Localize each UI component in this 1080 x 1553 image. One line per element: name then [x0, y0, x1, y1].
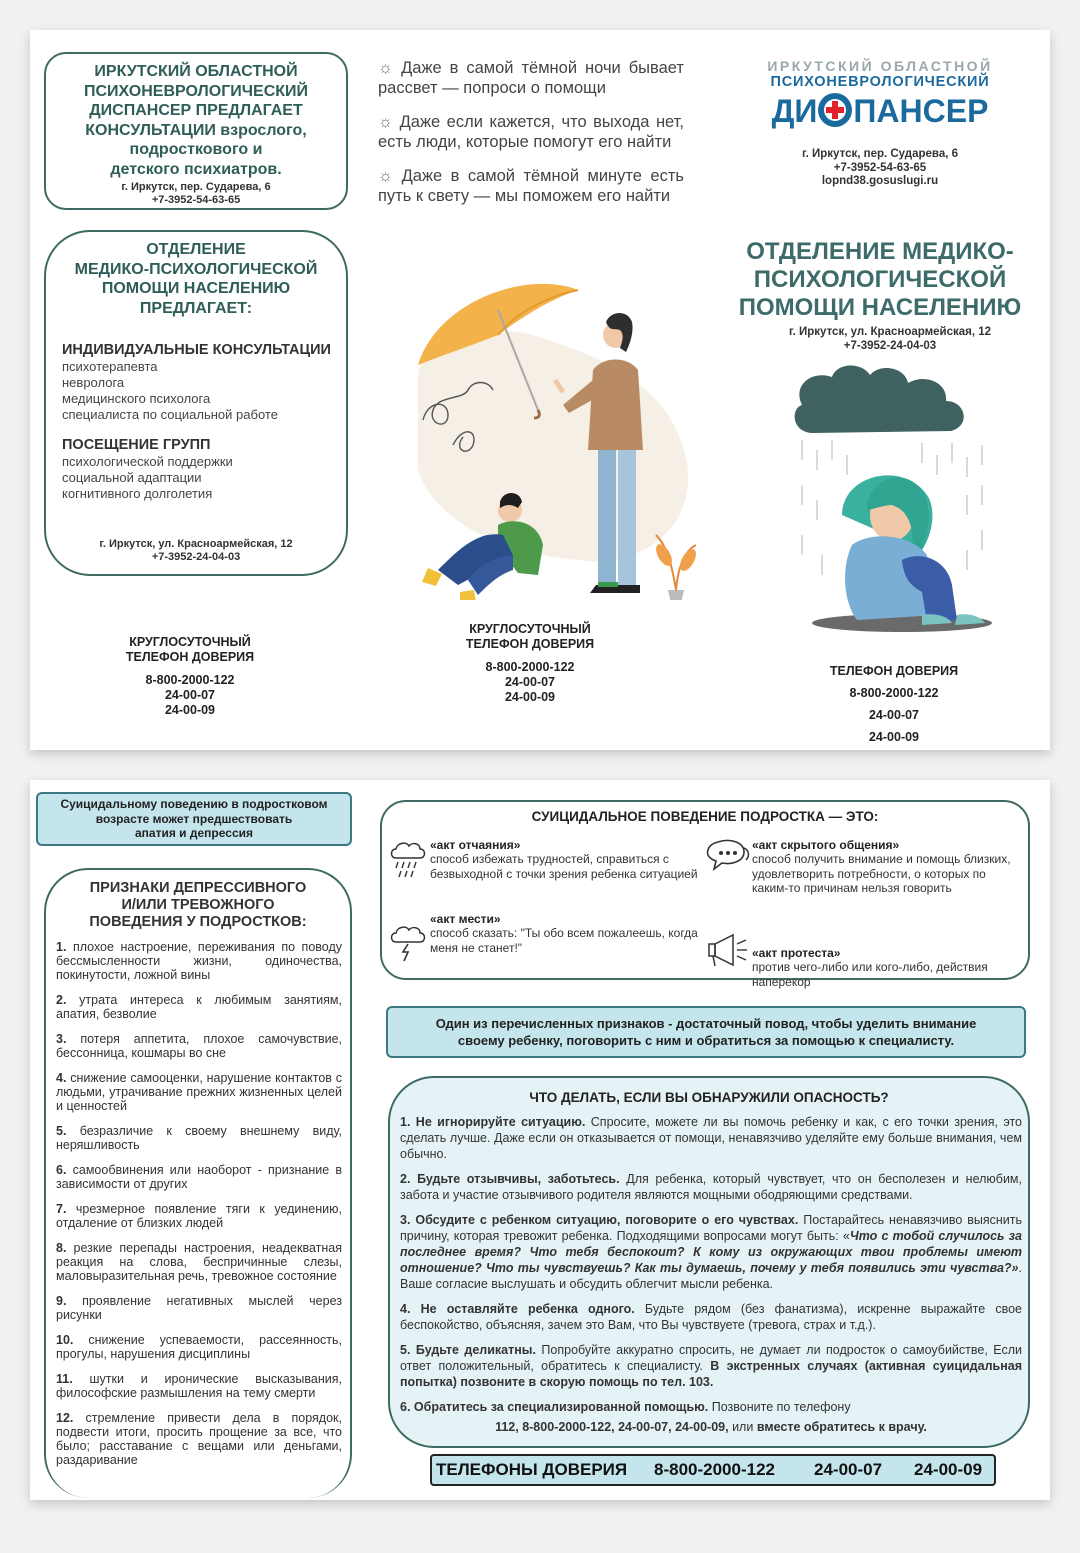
- consultation-specialists-list: психотерапевта невролога медицинского психолога специалиста по социальной работе: [62, 359, 278, 422]
- individual-consultations-heading: ИНДИВИДУАЛЬНЫЕ КОНСУЛЬТАЦИИ: [62, 342, 331, 358]
- warning-box: Один из перечисленных признаков - достаточный повод, чтобы уделить внимание своему ребенку, поговорить с ним и обратиться за помощью к специалисту.: [386, 1006, 1026, 1058]
- megaphone-icon: [706, 932, 750, 970]
- right-hotline: ТЕЛЕФОН ДОВЕРИЯ 8-800-2000-122 24-00-07 24-00-09: [829, 664, 959, 744]
- groups-list: психологической поддержки социальной адаптации когнитивного долголетия: [62, 454, 233, 501]
- quotes-column: [378, 58, 684, 206]
- behavior-title: СУИЦИДАЛЬНОЕ ПОВЕДЕНИЕ ПОДРОСТКА — ЭТО:: [531, 809, 879, 824]
- depression-note-box: Суицидальному поведению в подростковом возрасте может предшествовать апатия и депрессия: [36, 792, 352, 846]
- middle-hotline: КРУГЛОСУТОЧНЫЙ ТЕЛЕФОН ДОВЕРИЯ 8-800-2000-122 24-00-07 24-00-09: [465, 622, 595, 704]
- sign-item: 11. шутки и иронические высказывания, философские размышления на тему смерти: [56, 1372, 342, 1400]
- sign-item: 7. чрезмерное появление тяги к уединению, отдаление от близких людей: [56, 1202, 342, 1230]
- quote-item: ☼ Даже если кажется, что выхода нет, есть люди, которые помогут его найти: [378, 113, 684, 151]
- sign-item: 12. стремление привести дела в порядок, подвести итоги, просить прощение за все, что было; расставание с вещами или деньгами, раздаривание: [56, 1411, 342, 1467]
- todo-step: 1. Не игнорируйте ситуацию. Спросите, можете ли вы помочь ребенку и как, с его точки зрения, это сделать лучше. Даже если он отказывается от помощи, ненавязчиво уделяйте ему больше внимания, чем обычно.: [400, 1115, 1023, 1161]
- sad-girl-rain-illustration: [782, 365, 1012, 640]
- quote-item: ☼ Даже в самой тёмной ночи бывает рассвет — попроси о помощи: [378, 59, 684, 97]
- department-services-box: [44, 230, 348, 576]
- sign-item: 5. безразличие к своему внешнему виду, неряшливость: [56, 1124, 342, 1152]
- sign-item: 8. резкие перепады настроения, неадекватная реакция на слова, беспричинные слезы, маловыразительная речь, тревожное состояние: [56, 1241, 342, 1283]
- hotlines-label: ТЕЛЕФОНЫ ДОВЕРИЯ: [436, 1460, 628, 1479]
- sign-item: 4. снижение самооценки, нарушение контактов с людьми, утрачивание прежних жизненных целей и ценностей: [56, 1071, 342, 1113]
- sign-item: 2. утрата интереса к любимым занятиям, апатия, безволие: [56, 993, 342, 1021]
- dispensary-info-box: [44, 52, 348, 210]
- website-link[interactable]: lopnd38.gosuslugi.ru: [821, 175, 939, 187]
- department-offer-title: ОТДЕЛЕНИЕ МЕДИКО-ПСИХОЛОГИЧЕСКОЙ ПОМОЩИ НАСЕЛЕНИЮ ПРЕДЛАГАЕТ:: [74, 241, 318, 317]
- department-title: ОТДЕЛЕНИЕ МЕДИКО- ПСИХОЛОГИЧЕСКОЙ ПОМОЩИ НАСЕЛЕНИЮ: [738, 238, 1022, 321]
- logo-address: г. Иркутск, пер. Сударева, 6: [801, 148, 959, 160]
- dispensary-phone: +7-3952-54-63-65: [151, 194, 241, 206]
- brochure-outside: [30, 30, 1050, 750]
- hotlines-bar: [430, 1454, 996, 1486]
- dept-address: г. Иркутск, ул. Красноармейская, 12: [788, 326, 992, 338]
- act-hidden-title: «акт скрытого общения»: [752, 838, 900, 852]
- department-phone: +7-3952-24-04-03: [151, 551, 241, 563]
- dispensary-logo: ИРКУТСКИЙ ОБЛАСТНОЙ ПСИХОНЕВРОЛОГИЧЕСКИЙ ДИ ПАНСЕР: [767, 58, 993, 129]
- todo-step: 2. Будьте отзывчивы, заботьтесь. Для ребенка, который чувствует, что он бесполезен и нелюбим, забота и участие отзывчивого родителя являются мощными ободряющими средствами.: [400, 1172, 1022, 1202]
- dept-phone: +7-3952-24-04-03: [843, 339, 937, 352]
- act-revenge-title: «акт мести»: [430, 912, 501, 926]
- red-cross-icon: [818, 93, 852, 127]
- signs-list: [56, 940, 342, 1478]
- sign-item: 9. проявление негативных мыслей через рисунки: [56, 1294, 342, 1322]
- groups-heading: ПОСЕЩЕНИЕ ГРУПП: [62, 437, 211, 453]
- act-revenge-text: способ сказать: "Ты обо всем пожалеешь, когда меня не станет!": [430, 926, 698, 955]
- sun-icon: ☼: [378, 113, 394, 131]
- sign-item: 10. снижение успеваемости, рассеянность, прогулы, нарушения дисциплины: [56, 1333, 342, 1361]
- sign-item: 6. самообвинения или наоборот - признание в зависимости от других: [56, 1163, 342, 1191]
- suicidal-behavior-box: [380, 800, 1030, 989]
- quote-item: ☼ Даже в самой тёмной минуте есть путь к свету — мы поможем его найти: [378, 167, 684, 205]
- sun-icon: ☼: [378, 167, 394, 185]
- dispensary-address: г. Иркутск, пер. Сударева, 6: [121, 181, 271, 193]
- signs-box: [44, 868, 352, 1498]
- act-despair-text: способ избежать трудностей, справиться с безвыходной с точки зрения ребенка ситуацией: [430, 852, 698, 881]
- sun-icon: ☼: [378, 59, 394, 77]
- sign-item: 3. потеря аппетита, плохое самочувствие, бессонница, кошмары во сне: [56, 1032, 342, 1060]
- what-to-do-title: ЧТО ДЕЛАТЬ, ЕСЛИ ВЫ ОБНАРУЖИЛИ ОПАСНОСТЬ?: [529, 1090, 889, 1105]
- act-despair-title: «акт отчаяния»: [430, 838, 521, 852]
- act-hidden-text: способ получить внимание и помощь близких, удовлетворить потребности, о которых по каким-то причинам нельзя говорить: [752, 852, 1011, 895]
- todo-step: 6. Обратитесь за специализированной помощью. Позвоните по телефону: [400, 1400, 851, 1414]
- dispensary-offer-title: ИРКУТСКИЙ ОБЛАСТНОЙ ПСИХОНЕВРОЛОГИЧЕСКИЙ ДИСПАНСЕР ПРЕДЛАГАЕТ КОНСУЛЬТАЦИИ взрослого, подросткового и детского психиатров.: [83, 63, 309, 178]
- sign-item: 1. плохое настроение, переживания по поводу бессмысленности жизни, одиночества, покинутости, ложной вины: [56, 940, 343, 982]
- department-address: г. Иркутск, ул. Красноармейская, 12: [99, 538, 293, 550]
- brochure-inside: [30, 780, 1050, 1500]
- storm-cloud-icon: [388, 922, 428, 962]
- logo-phone: +7-3952-54-63-65: [833, 161, 927, 174]
- speech-bubble-icon: [704, 838, 750, 872]
- todo-phones: 112, 8-800-2000-122, 24-00-07, 24-00-09, или вместе обратитесь к врачу.: [495, 1420, 927, 1434]
- act-protest-title: «акт протеста»: [752, 946, 841, 960]
- rain-cloud-icon: [388, 838, 428, 882]
- hotline-number-2: 24-00-07: [814, 1460, 883, 1479]
- act-protest-text: против чего-либо или кого-либо, действия наперекор: [752, 960, 988, 989]
- what-to-do-box: [388, 1076, 1030, 1448]
- left-hotline: КРУГЛОСУТОЧНЫЙ ТЕЛЕФОН ДОВЕРИЯ 8-800-2000-122 24-00-07 24-00-09: [125, 635, 255, 717]
- hotline-number-3: 24-00-09: [914, 1460, 983, 1479]
- todo-step: 3. Обсудите с ребенком ситуацию, поговорите о его чувствах. Постарайтесь ненавязчиво выяснить причину, которая тревожит ребенка. Подходящими вопросами могут быть: «Что с тобой случилось за последнее время? Что тебя беспокоит? К кому из окружающих твои проблемы имеют отношение? Что ты чувствуешь? Как ты думаешь, почему у тебя появились эти чувства?». Ваше согласие выслушать и обсудить облегчит мысли ребенка.: [400, 1213, 1022, 1291]
- hotline-number-main: 8-800-2000-122: [654, 1460, 775, 1479]
- todo-step: 4. Не оставляйте ребенка одного. Будьте рядом (без фанатизма), искренне выражайте свое беспокойство, объясняя, зачем это Вам, что Вы чувствуете (тревога, страх и т.д.).: [400, 1302, 1022, 1332]
- todo-step: 5. Будьте деликатны. Попробуйте аккуратно спросить, не думает ли подросток о самоубийстве, Если ответ положительный, обратитесь к специалисту. В экстренных случаях (активная суицидальная попытка) позвоните в скорую помощь по тел. 103.: [400, 1343, 1022, 1389]
- signs-title: ПРИЗНАКИ ДЕПРЕССИВНОГО И/ИЛИ ТРЕВОЖНОГО ПОВЕДЕНИЯ У ПОДРОСТКОВ:: [89, 880, 307, 930]
- umbrella-support-illustration: [378, 270, 698, 600]
